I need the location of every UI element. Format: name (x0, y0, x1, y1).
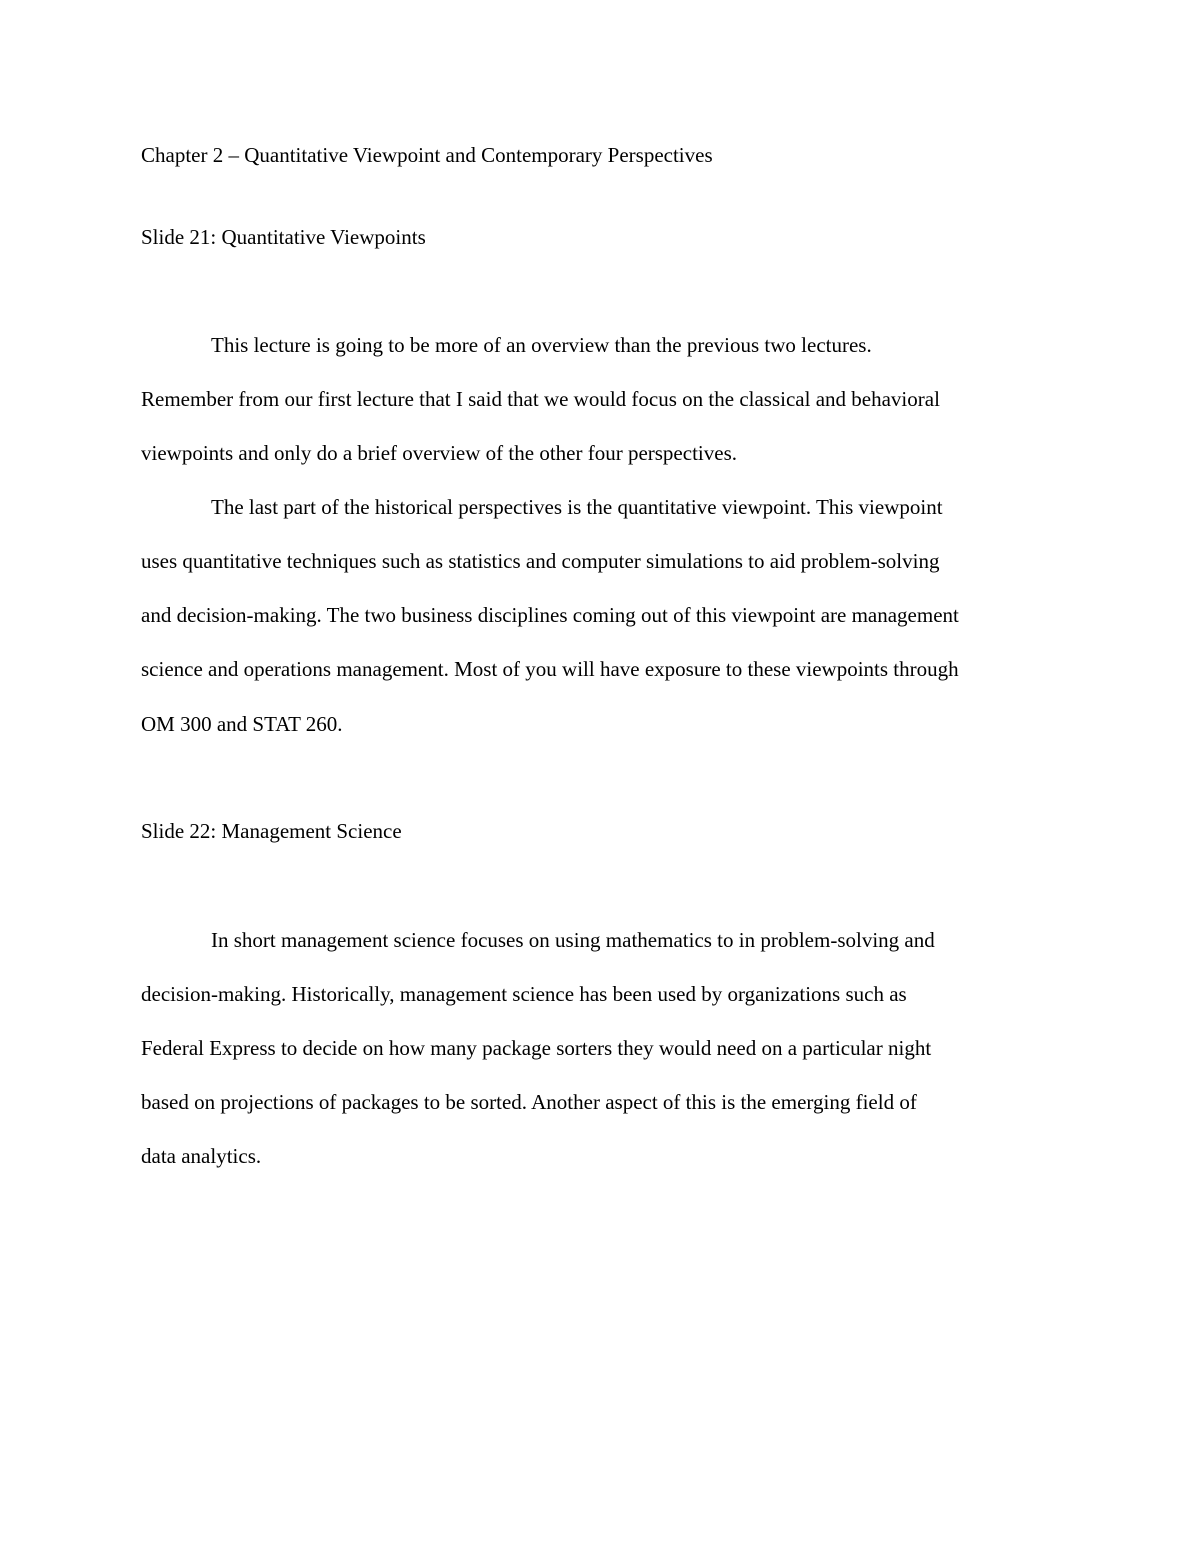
paragraph-line: science and operations management. Most of you will have exposure to these viewpoints through (141, 657, 959, 681)
paragraph-line: The last part of the historical perspectives is the quantitative viewpoint. This viewpoint (211, 495, 943, 519)
section-heading-slide-21: Slide 21: Quantitative Viewpoints (141, 225, 426, 249)
chapter-title: Chapter 2 – Quantitative Viewpoint and Contemporary Perspectives (141, 143, 713, 167)
paragraph-line: OM 300 and STAT 260. (141, 712, 343, 736)
paragraph-line: uses quantitative techniques such as statistics and computer simulations to aid problem-solving (141, 549, 940, 573)
paragraph-line: viewpoints and only do a brief overview of the other four perspectives. (141, 441, 737, 465)
section-heading-slide-22: Slide 22: Management Science (141, 819, 402, 843)
paragraph-line: In short management science focuses on using mathematics to in problem-solving and (211, 928, 935, 952)
paragraph-line: data analytics. (141, 1144, 262, 1168)
paragraph-line: This lecture is going to be more of an overview than the previous two lectures. (211, 333, 872, 357)
paragraph-line: Federal Express to decide on how many package sorters they would need on a particular night (141, 1036, 932, 1060)
paragraph-line: Remember from our first lecture that I said that we would focus on the classical and behavioral (141, 387, 940, 411)
paragraph-line: based on projections of packages to be sorted. Another aspect of this is the emerging field of (141, 1090, 917, 1114)
paragraph-line: and decision-making. The two business disciplines coming out of this viewpoint are management (141, 603, 959, 627)
paragraph-line: decision-making. Historically, management science has been used by organizations such as (141, 982, 907, 1006)
